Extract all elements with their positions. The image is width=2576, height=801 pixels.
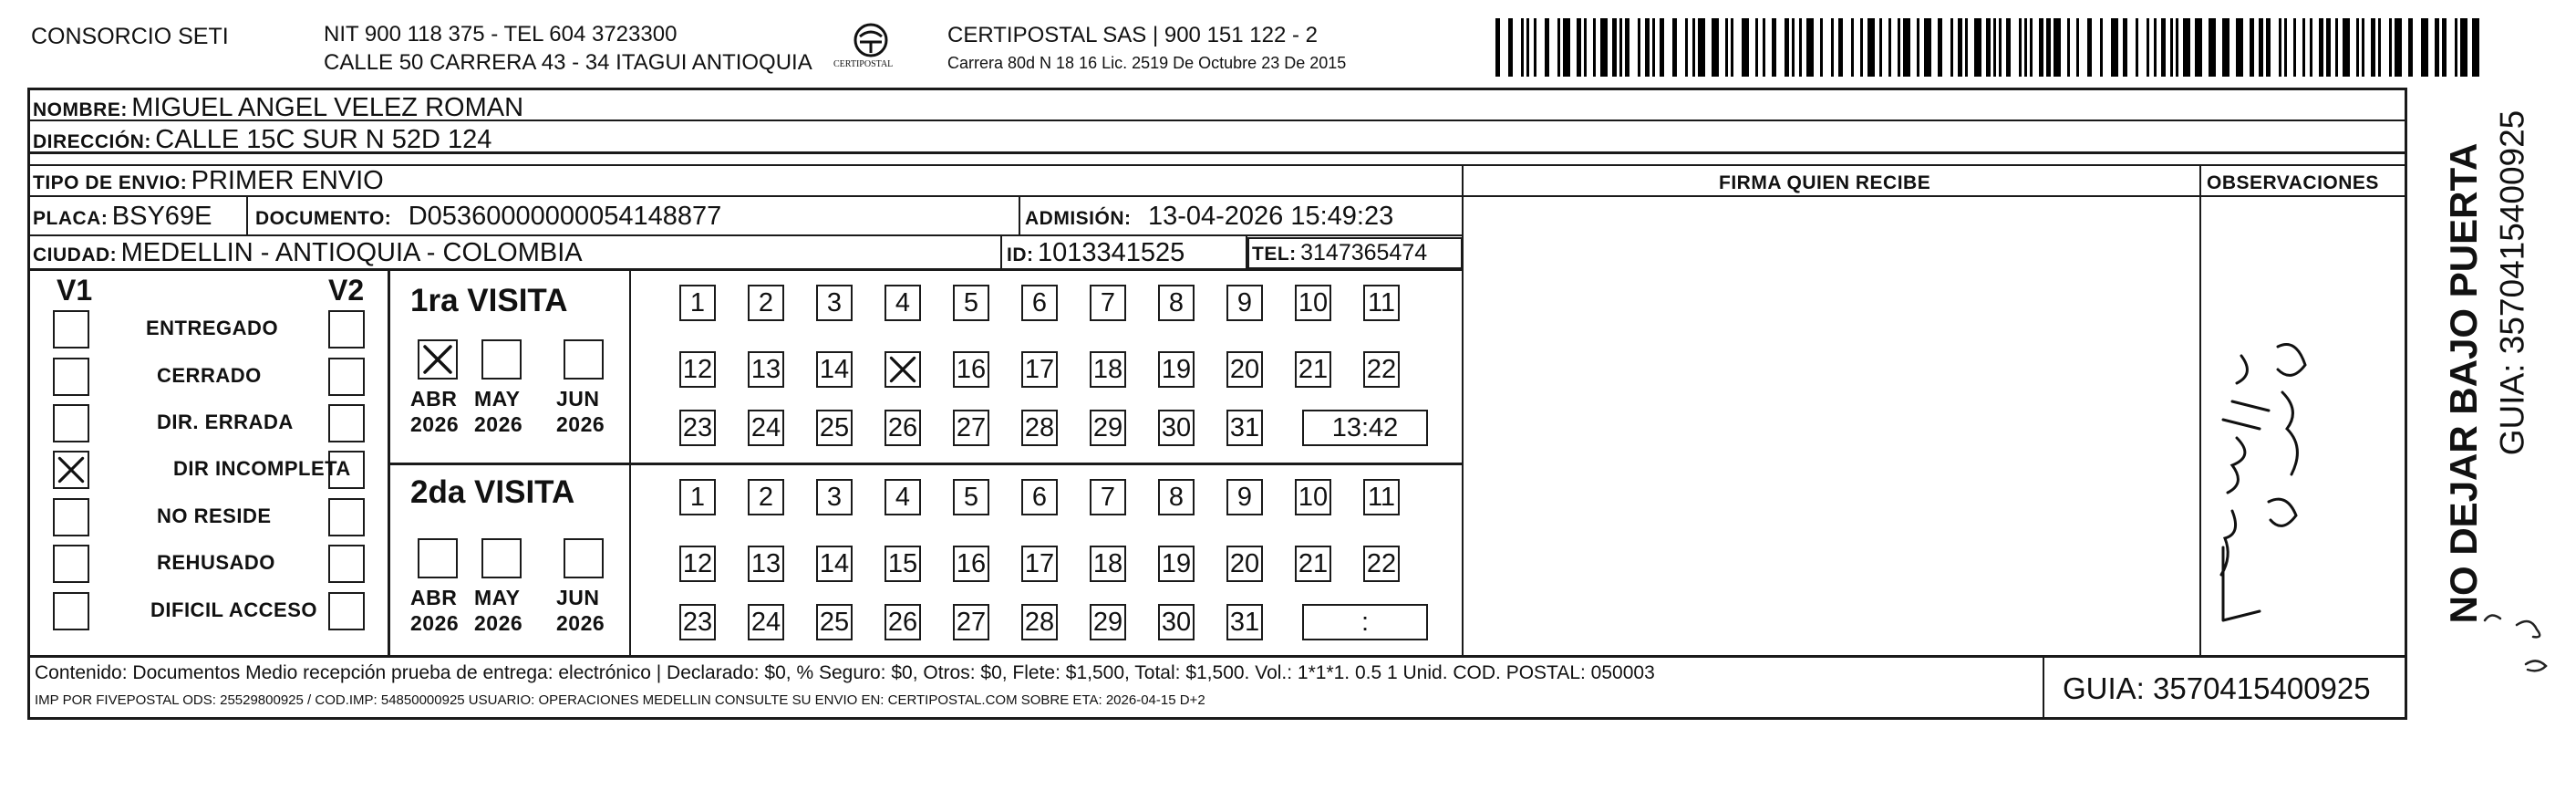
barcode-bar: [1806, 18, 1814, 77]
tipo-envio-value: PRIMER ENVIO: [191, 166, 384, 195]
visit1-day-box[interactable]: 4: [885, 285, 921, 321]
footer-guia: GUIA: 3570415400925: [2063, 671, 2371, 705]
visit1-day-box[interactable]: 30: [1158, 410, 1195, 446]
ciudad-value: MEDELLIN - ANTIOQUIA - COLOMBIA: [120, 238, 583, 267]
barcode-bar: [1660, 18, 1664, 77]
barcode-bar: [1799, 18, 1802, 77]
barcode-bar: [1820, 18, 1823, 77]
visit1-month-label: ABR: [410, 387, 458, 411]
visit2-month-year: 2026: [474, 611, 523, 635]
footer-imp: IMP POR FIVEPOSTAL ODS: 25529800925 / COD.IMP: 54850000925 USUARIO: OPERACIONES MEDELLIN CONSULTE SU ENVIO EN: CERTIPOSTAL.COM SOBRE ETA: 2026-04-15 D+2: [35, 692, 1205, 708]
barcode-bar: [2123, 18, 2127, 77]
status-v2-checkbox[interactable]: [328, 358, 365, 396]
visit1-month-year: 2026: [556, 412, 605, 436]
tel-value: 3147365474: [1300, 240, 1428, 265]
status-label: DIR INCOMPLETA: [173, 457, 351, 480]
barcode-bar: [1593, 18, 1596, 77]
observaciones-header: OBSERVACIONES: [2207, 172, 2379, 193]
visit2-day-box[interactable]: 31: [1226, 604, 1263, 640]
visit1-month-checkbox[interactable]: [418, 339, 458, 380]
visit2-day-box[interactable]: 23: [679, 604, 716, 640]
status-v1-checkbox[interactable]: [53, 498, 89, 536]
barcode-bar: [2319, 18, 2323, 77]
documento-row: [255, 203, 721, 230]
visit2-day-box[interactable]: 20: [1226, 546, 1263, 582]
visit2-day-box[interactable]: 24: [748, 604, 784, 640]
documento-label: DOCUMENTO:: [255, 208, 392, 229]
barcode-bar: [2421, 18, 2428, 77]
admision-value: 13-04-2026 15:49:23: [1147, 202, 1394, 231]
visit1-day-box[interactable]: 10: [1295, 285, 1331, 321]
barcode-bar: [2284, 18, 2287, 77]
barcode: [1495, 18, 2489, 77]
barcode-bar: [2176, 18, 2178, 77]
admision-row: [1025, 203, 1393, 230]
visit2-month-label: MAY: [474, 586, 521, 609]
status-v1-checkbox[interactable]: [53, 358, 89, 396]
visit2-day-box[interactable]: 1: [679, 479, 716, 515]
certipostal-logo: [830, 20, 912, 77]
barcode-bar: [2170, 18, 2173, 77]
barcode-bar: [1495, 18, 1500, 77]
barcode-bar: [2154, 18, 2157, 77]
placa-row: [33, 203, 212, 230]
barcode-bar: [2435, 18, 2439, 77]
visit2-day-box[interactable]: 11: [1363, 479, 1400, 515]
barcode-bar: [1619, 18, 1622, 77]
visit2-month-checkbox[interactable]: [481, 538, 522, 578]
barcode-bar: [1508, 18, 1513, 77]
v1-header: V1: [57, 274, 93, 307]
observaciones-handwriting: [2205, 319, 2323, 639]
barcode-bar: [1557, 18, 1560, 77]
barcode-bar: [1725, 18, 1728, 77]
visit2-day-box[interactable]: 7: [1090, 479, 1126, 515]
barcode-bar: [2136, 18, 2138, 77]
barcode-bar: [2054, 18, 2061, 77]
barcode-bar: [1731, 18, 1733, 77]
visit1-day-box[interactable]: 31: [1226, 410, 1263, 446]
visit2-day-box[interactable]: 10: [1295, 479, 1331, 515]
visit1-month-checkbox[interactable]: [481, 339, 522, 380]
visit2-month-label: ABR: [410, 586, 458, 609]
visit1-day-box[interactable]: 2: [748, 285, 784, 321]
barcode-bar: [1698, 18, 1705, 77]
barcode-bar: [1999, 18, 2002, 77]
barcode-bar: [1772, 18, 1776, 77]
placa-label: PLACA:: [33, 208, 109, 229]
barcode-bar: [1917, 18, 1919, 77]
barcode-bar: [1950, 18, 1953, 77]
status-v1-checkbox[interactable]: [53, 451, 89, 489]
barcode-bar: [2408, 18, 2413, 77]
visit1-day-box[interactable]: 19: [1158, 351, 1195, 388]
visit2-day-box[interactable]: 9: [1226, 479, 1263, 515]
nit-line: NIT 900 118 375 - TEL 604 3723300: [324, 22, 678, 47]
visit1-day-box[interactable]: 7: [1090, 285, 1126, 321]
visit1-day-box[interactable]: 24: [748, 410, 784, 446]
visit1-day-box[interactable]: 17: [1021, 351, 1058, 388]
status-label: DIFICIL ACCESO: [150, 598, 318, 621]
carrier-line: CERTIPOSTAL SAS | 900 151 122 - 2: [947, 23, 1318, 47]
status-label: NO RESIDE: [157, 505, 272, 527]
visit1-day-box[interactable]: 29: [1090, 410, 1126, 446]
visit2-day-box[interactable]: 5: [953, 479, 989, 515]
firma-header: FIRMA QUIEN RECIBE: [1719, 172, 1931, 193]
barcode-bar: [2024, 18, 2027, 77]
status-v2-checkbox[interactable]: [328, 545, 365, 583]
visit1-day-box[interactable]: 6: [1021, 285, 1058, 321]
barcode-bar: [2195, 18, 2202, 77]
barcode-bar: [1938, 18, 1942, 77]
barcode-bar: [1600, 18, 1608, 77]
visit2-day-box[interactable]: 22: [1363, 546, 1400, 582]
barcode-bar: [2259, 18, 2263, 77]
barcode-bar: [1898, 18, 1900, 77]
status-v1-checkbox[interactable]: [53, 592, 89, 630]
status-v2-checkbox[interactable]: [328, 404, 365, 442]
ciudad-row: [33, 240, 583, 266]
barcode-bar: [1584, 18, 1587, 77]
barcode-bar: [1625, 18, 1629, 77]
tel-box: [1247, 237, 1463, 269]
visit2-day-box[interactable]: 27: [953, 604, 989, 640]
visit1-day-box[interactable]: 13: [748, 351, 784, 388]
company-name: CONSORCIO SETI: [31, 24, 229, 49]
barcode-bar: [1851, 18, 1854, 77]
barcode-bar: [1974, 18, 1981, 77]
visit1-month-label: MAY: [474, 387, 521, 411]
visit1-day-box[interactable]: 5: [953, 285, 989, 321]
barcode-bar: [1986, 18, 1991, 77]
visit2-day-box[interactable]: 28: [1021, 604, 1058, 640]
visit2-month-year: 2026: [556, 611, 605, 635]
barcode-bar: [2472, 18, 2479, 77]
barcode-bar: [2326, 18, 2331, 77]
admision-label: ADMISIÓN:: [1025, 208, 1132, 229]
status-label: REHUSADO: [157, 551, 275, 574]
direccion-value: CALLE 15C SUR N 52D 124: [155, 125, 492, 154]
barcode-bar: [2236, 18, 2243, 77]
placa-value: BSY69E: [111, 202, 212, 231]
visit2-day-box[interactable]: 15: [885, 546, 921, 582]
tipo-envio-label: TIPO DE ENVIO:: [33, 172, 188, 193]
visit1-day-box[interactable]: [885, 351, 921, 388]
barcode-bar: [2100, 18, 2103, 77]
barcode-bar: [2362, 18, 2364, 77]
visit1-month-year: 2026: [474, 412, 523, 436]
nombre-value: MIGUEL ANGEL VELEZ ROMAN: [131, 93, 524, 122]
documento-value: D05360000000054148877: [408, 202, 722, 231]
visit1-day-box[interactable]: 9: [1226, 285, 1263, 321]
barcode-bar: [1860, 18, 1863, 77]
barcode-bar: [1903, 18, 1910, 77]
nombre-label: NOMBRE:: [33, 99, 128, 120]
margin-scribble: [2480, 602, 2562, 684]
barcode-bar: [2343, 18, 2350, 77]
id-label: ID:: [1007, 244, 1034, 265]
barcode-bar: [2460, 18, 2467, 77]
visit2-day-box[interactable]: 29: [1090, 604, 1126, 640]
visit1-month-checkbox[interactable]: [564, 339, 604, 380]
visit2-day-box[interactable]: 18: [1090, 546, 1126, 582]
visit1-day-box[interactable]: 22: [1363, 351, 1400, 388]
barcode-bar: [2279, 18, 2281, 77]
visit2-day-box[interactable]: 16: [953, 546, 989, 582]
visit2-title: 2da VISITA: [410, 474, 575, 510]
barcode-bar: [2293, 18, 2296, 77]
side-guia: GUIA: 3570415400925: [2493, 109, 2531, 456]
visit2-day-box[interactable]: 12: [679, 546, 716, 582]
barcode-bar: [2006, 18, 2011, 77]
visit1-day-box[interactable]: 8: [1158, 285, 1195, 321]
status-label: DIR. ERRADA: [157, 411, 294, 433]
visit1-month-year: 2026: [410, 412, 460, 436]
visit1-day-box[interactable]: 1: [679, 285, 716, 321]
status-v2-checkbox[interactable]: [328, 498, 365, 536]
barcode-bar: [1526, 18, 1529, 77]
barcode-bar: [2395, 18, 2402, 77]
barcode-bar: [1692, 18, 1695, 77]
barcode-bar: [1612, 18, 1617, 77]
barcode-bar: [1792, 18, 1795, 77]
barcode-bar: [2378, 18, 2381, 77]
visit1-day-box[interactable]: 11: [1363, 285, 1400, 321]
visit2-month-label: JUN: [556, 586, 600, 609]
barcode-bar: [1638, 18, 1640, 77]
visit1-day-box[interactable]: 14: [816, 351, 853, 388]
barcode-bar: [1993, 18, 1996, 77]
visit2-day-box[interactable]: 14: [816, 546, 853, 582]
visit2-time-box[interactable]: :: [1302, 604, 1428, 640]
address-line: CALLE 50 CARRERA 43 - 34 ITAGUI ANTIOQUIA: [324, 50, 812, 75]
visit2-day-box[interactable]: 30: [1158, 604, 1195, 640]
direccion-row: [33, 127, 491, 153]
status-v2-checkbox[interactable]: [328, 310, 365, 348]
barcode-bar: [1763, 18, 1765, 77]
nombre-row: [33, 95, 523, 121]
barcode-bar: [1924, 18, 1931, 77]
v2-header: V2: [328, 274, 365, 307]
barcode-bar: [2039, 18, 2043, 77]
barcode-bar: [2209, 18, 2216, 77]
barcode-bar: [1755, 18, 1758, 77]
visit2-day-box[interactable]: 13: [748, 546, 784, 582]
barcode-bar: [2356, 18, 2359, 77]
visit1-day-box[interactable]: 3: [816, 285, 853, 321]
visit2-day-box[interactable]: 21: [1295, 546, 1331, 582]
barcode-bar: [2161, 18, 2166, 77]
barcode-bar: [1545, 18, 1549, 77]
visit2-day-box[interactable]: 6: [1021, 479, 1058, 515]
barcode-bar: [1965, 18, 1968, 77]
visit1-time-box[interactable]: 13:42: [1302, 410, 1428, 446]
visit1-day-box[interactable]: 28: [1021, 410, 1058, 446]
barcode-bar: [1652, 18, 1655, 77]
barcode-bar: [2046, 18, 2051, 77]
barcode-bar: [1685, 18, 1688, 77]
visit2-day-box[interactable]: 19: [1158, 546, 1195, 582]
barcode-bar: [1672, 18, 1677, 77]
id-row: [1007, 240, 1185, 266]
visit1-month-label: JUN: [556, 387, 600, 411]
tel-label: TEL:: [1252, 244, 1297, 265]
barcode-bar: [2310, 18, 2312, 77]
logo-text: CERTIPOSTAL: [833, 59, 894, 69]
visit2-month-year: 2026: [410, 611, 460, 635]
barcode-bar: [1831, 18, 1834, 77]
status-v2-checkbox[interactable]: [328, 592, 365, 630]
barcode-bar: [1712, 18, 1719, 77]
barcode-bar: [1645, 18, 1650, 77]
barcode-bar: [1838, 18, 1843, 77]
barcode-bar: [2455, 18, 2457, 77]
status-v1-checkbox[interactable]: [53, 545, 89, 583]
direccion-label: DIRECCIÓN:: [33, 131, 151, 152]
barcode-bar: [2335, 18, 2338, 77]
barcode-bar: [2442, 18, 2447, 77]
barcode-bar: [2389, 18, 2392, 77]
barcode-bar: [1742, 18, 1749, 77]
barcode-bar: [1888, 18, 1891, 77]
barcode-bar: [2371, 18, 2375, 77]
visit1-day-box[interactable]: 20: [1226, 351, 1263, 388]
visit1-day-box[interactable]: 12: [679, 351, 716, 388]
barcode-bar: [2147, 18, 2149, 77]
barcode-bar: [1563, 18, 1570, 77]
barcode-bar: [2067, 18, 2070, 77]
barcode-bar: [2087, 18, 2092, 77]
visit2-day-box[interactable]: 2: [748, 479, 784, 515]
tipo-envio-row: [33, 168, 384, 194]
status-label: CERRADO: [157, 364, 262, 387]
visit2-month-checkbox[interactable]: [418, 538, 458, 578]
footer-contenido: Contenido: Documentos Medio recepción prueba de entrega: electrónico | Declarado: $0, % Seguro: $0, Otros: $0, Flete: $1,500, Total: $1,500. Vol.: 1*1*1. 0.5 1 Unid. COD. POSTAL: 050003: [35, 662, 1655, 683]
ciudad-label: CIUDAD:: [33, 244, 118, 265]
side-no-dejar: NO DEJAR BAJO PUERTA: [2442, 142, 2485, 624]
visit2-day-box[interactable]: 3: [816, 479, 853, 515]
barcode-bar: [1879, 18, 1882, 77]
visit2-day-box[interactable]: 17: [1021, 546, 1058, 582]
barcode-bar: [2076, 18, 2079, 77]
visit2-month-checkbox[interactable]: [564, 538, 604, 578]
barcode-bar: [1534, 18, 1536, 77]
status-label: ENTREGADO: [146, 317, 279, 339]
barcode-bar: [2222, 18, 2229, 77]
visit2-day-box[interactable]: 4: [885, 479, 921, 515]
barcode-bar: [2266, 18, 2271, 77]
status-v1-checkbox[interactable]: [53, 310, 89, 348]
barcode-bar: [1958, 18, 1962, 77]
barcode-bar: [2183, 18, 2190, 77]
visit1-day-box[interactable]: 18: [1090, 351, 1126, 388]
visit1-day-box[interactable]: 25: [816, 410, 853, 446]
visit2-day-box[interactable]: 26: [885, 604, 921, 640]
visit1-day-box[interactable]: 16: [953, 351, 989, 388]
barcode-bar: [1785, 18, 1789, 77]
visit1-day-box[interactable]: 23: [679, 410, 716, 446]
id-value: 1013341525: [1037, 238, 1185, 267]
barcode-bar: [2111, 18, 2118, 77]
barcode-bar: [1521, 18, 1524, 77]
barcode-bar: [2019, 18, 2022, 77]
visit2-day-box[interactable]: 25: [816, 604, 853, 640]
barcode-bar: [2250, 18, 2254, 77]
barcode-bar: [2030, 18, 2033, 77]
visit1-title: 1ra VISITA: [410, 283, 568, 318]
visit1-day-box[interactable]: 26: [885, 410, 921, 446]
barcode-bar: [1577, 18, 1581, 77]
carrier-license: Carrera 80d N 18 16 Lic. 2519 De Octubre 23 De 2015: [947, 54, 1347, 72]
visit1-day-box[interactable]: 21: [1295, 351, 1331, 388]
status-v1-checkbox[interactable]: [53, 404, 89, 442]
visit1-day-box[interactable]: 27: [953, 410, 989, 446]
visit2-day-box[interactable]: 8: [1158, 479, 1195, 515]
barcode-bar: [2302, 18, 2305, 77]
barcode-bar: [1867, 18, 1875, 77]
